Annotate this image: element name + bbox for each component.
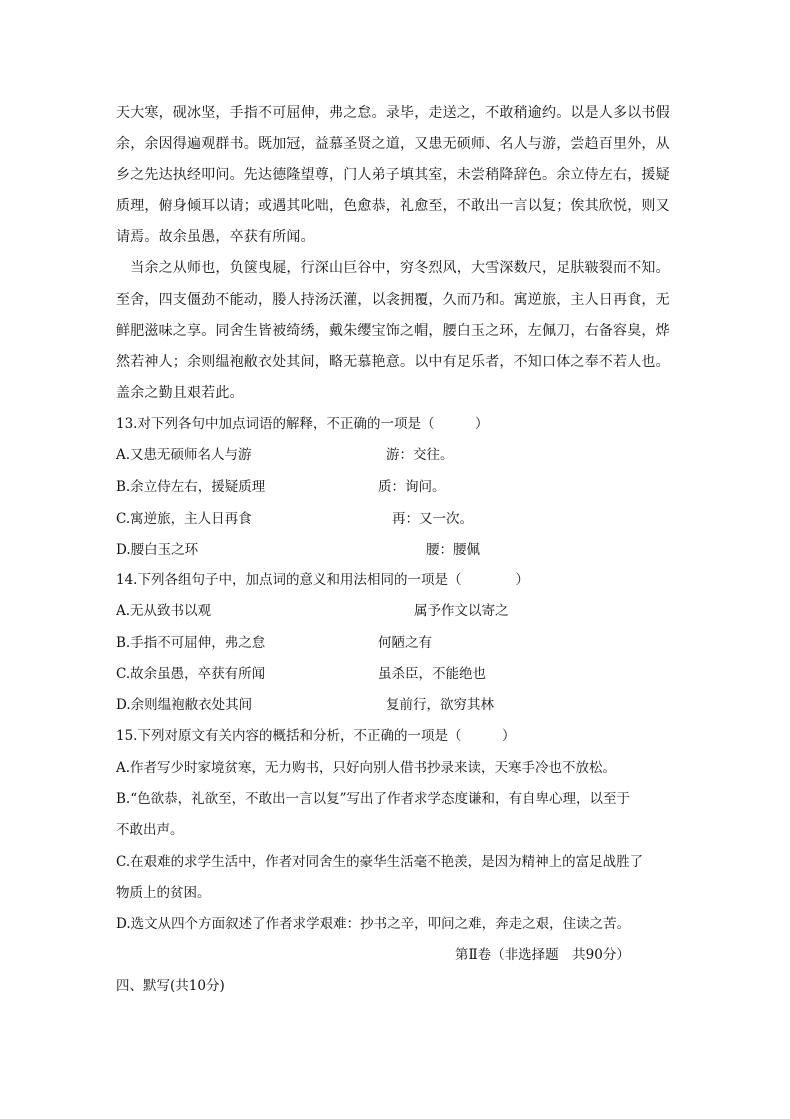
question-13-option-d-gloss: 腰：腰佩	[426, 542, 480, 558]
question-15-option-b: B.“色欲恭，礼欲至，不敢出一言以复”写出了作者求学态度谦和，有自卑心理，以至于	[116, 791, 631, 807]
question-15-option-d: D.选文从四个方面叙述了作者求学艰难：抄书之辛，叩问之难，奔走之艰，住读之苦。	[116, 916, 631, 932]
question-14-stem: 14.下列各组句子中，加点词的意义和用法相同的一项是（ ）	[116, 572, 529, 588]
question-15-option-b-cont: 不敢出声。	[116, 822, 184, 838]
question-13-option-b: B.余立侍左右，援疑质理	[116, 479, 266, 495]
question-14-option-a: A.无从致书以观	[116, 603, 212, 619]
question-13-option-c-gloss: 再：又一次。	[392, 511, 473, 527]
question-14-option-b-pair: 何陋之有	[378, 635, 432, 651]
question-13-option-a-gloss: 游：交往。	[386, 447, 454, 463]
question-14-option-a-pair: 属予作文以寄之	[414, 603, 509, 619]
passage-line: 余，余因得遍观群书。既加冠，益慕圣贤之道，又患无硕师、名人与游，尝趋百里外，从	[116, 136, 670, 152]
question-14-option-c-pair: 虽杀臣，不能绝也	[378, 666, 486, 682]
passage-line: 质理，俯身倾耳以请；或遇其叱咄，色愈恭，礼愈至，不敢出一言以复；俟其欣悦，则又	[116, 198, 670, 214]
question-15-stem: 15.下列对原文有关内容的概括和分析，不正确的一项是（ ）	[116, 728, 516, 744]
passage-line: 至舍，四支僵劲不能动，媵人持汤沃灌，以衾拥覆，久而乃和。寓逆旅，主人日再食，无	[116, 292, 670, 308]
question-13-stem: 13.对下列各句中加点词语的解释，不正确的一项是（ ）	[116, 416, 489, 432]
passage-line: 然若神人；余则缊袍敝衣处其间，略无慕艳意。以中有足乐者，不知口体之奉不若人也。	[116, 354, 670, 370]
question-13-option-a: A.又患无硕师名人与游	[116, 447, 252, 463]
question-13-option-d: D.腰白玉之环	[116, 542, 199, 558]
question-14-option-d: D.余则缊袍敝衣处其间	[116, 697, 253, 713]
question-14-option-b: B.手指不可屈伸，弗之怠	[116, 635, 266, 651]
passage-line: 请焉。故余虽愚，卒获有所闻。	[116, 229, 315, 245]
section-heading: 四、默写(共10分)	[116, 978, 225, 994]
question-13-option-c: C.寓逆旅，主人日再食	[116, 511, 252, 527]
question-14-option-c: C.故余虽愚，卒获有所闻	[116, 666, 266, 682]
passage-line: 盖余之勤且艰若此。	[116, 385, 244, 401]
volume-title: 第Ⅱ卷（非选择题 共90分）	[455, 947, 630, 963]
passage-line: 当余之从师也，负箧曳屣，行深山巨谷中，穷冬烈风，大雪深数尺，足肤皲裂而不知。	[116, 260, 670, 276]
passage-line: 天大寒，砚冰坚，手指不可屈伸，弗之怠。录毕，走送之，不敢稍逾约。以是人多以书假	[116, 105, 670, 121]
passage-line: 鲜肥滋味之享。同舍生皆被绮绣，戴朱缨宝饰之帽，腰白玉之环，左佩刀，右备容臭，烨	[116, 323, 670, 339]
question-15-option-c-cont: 物质上的贫困。	[116, 885, 211, 901]
passage-line: 乡之先达执经叩问。先达德隆望尊，门人弟子填其室，未尝稍降辞色。余立侍左右，援疑	[116, 167, 670, 183]
question-15-option-c: C.在艰难的求学生活中，作者对同舍生的豪华生活毫不艳羡，是因为精神上的富足战胜了	[116, 854, 644, 870]
question-14-option-d-pair: 复前行，欲穷其林	[386, 697, 494, 713]
question-15-option-a: A.作者写少时家境贫寒，无力购书，只好向别人借书抄录来读，天寒手冷也不放松。	[116, 760, 617, 776]
question-13-option-b-gloss: 质：询问。	[378, 479, 446, 495]
